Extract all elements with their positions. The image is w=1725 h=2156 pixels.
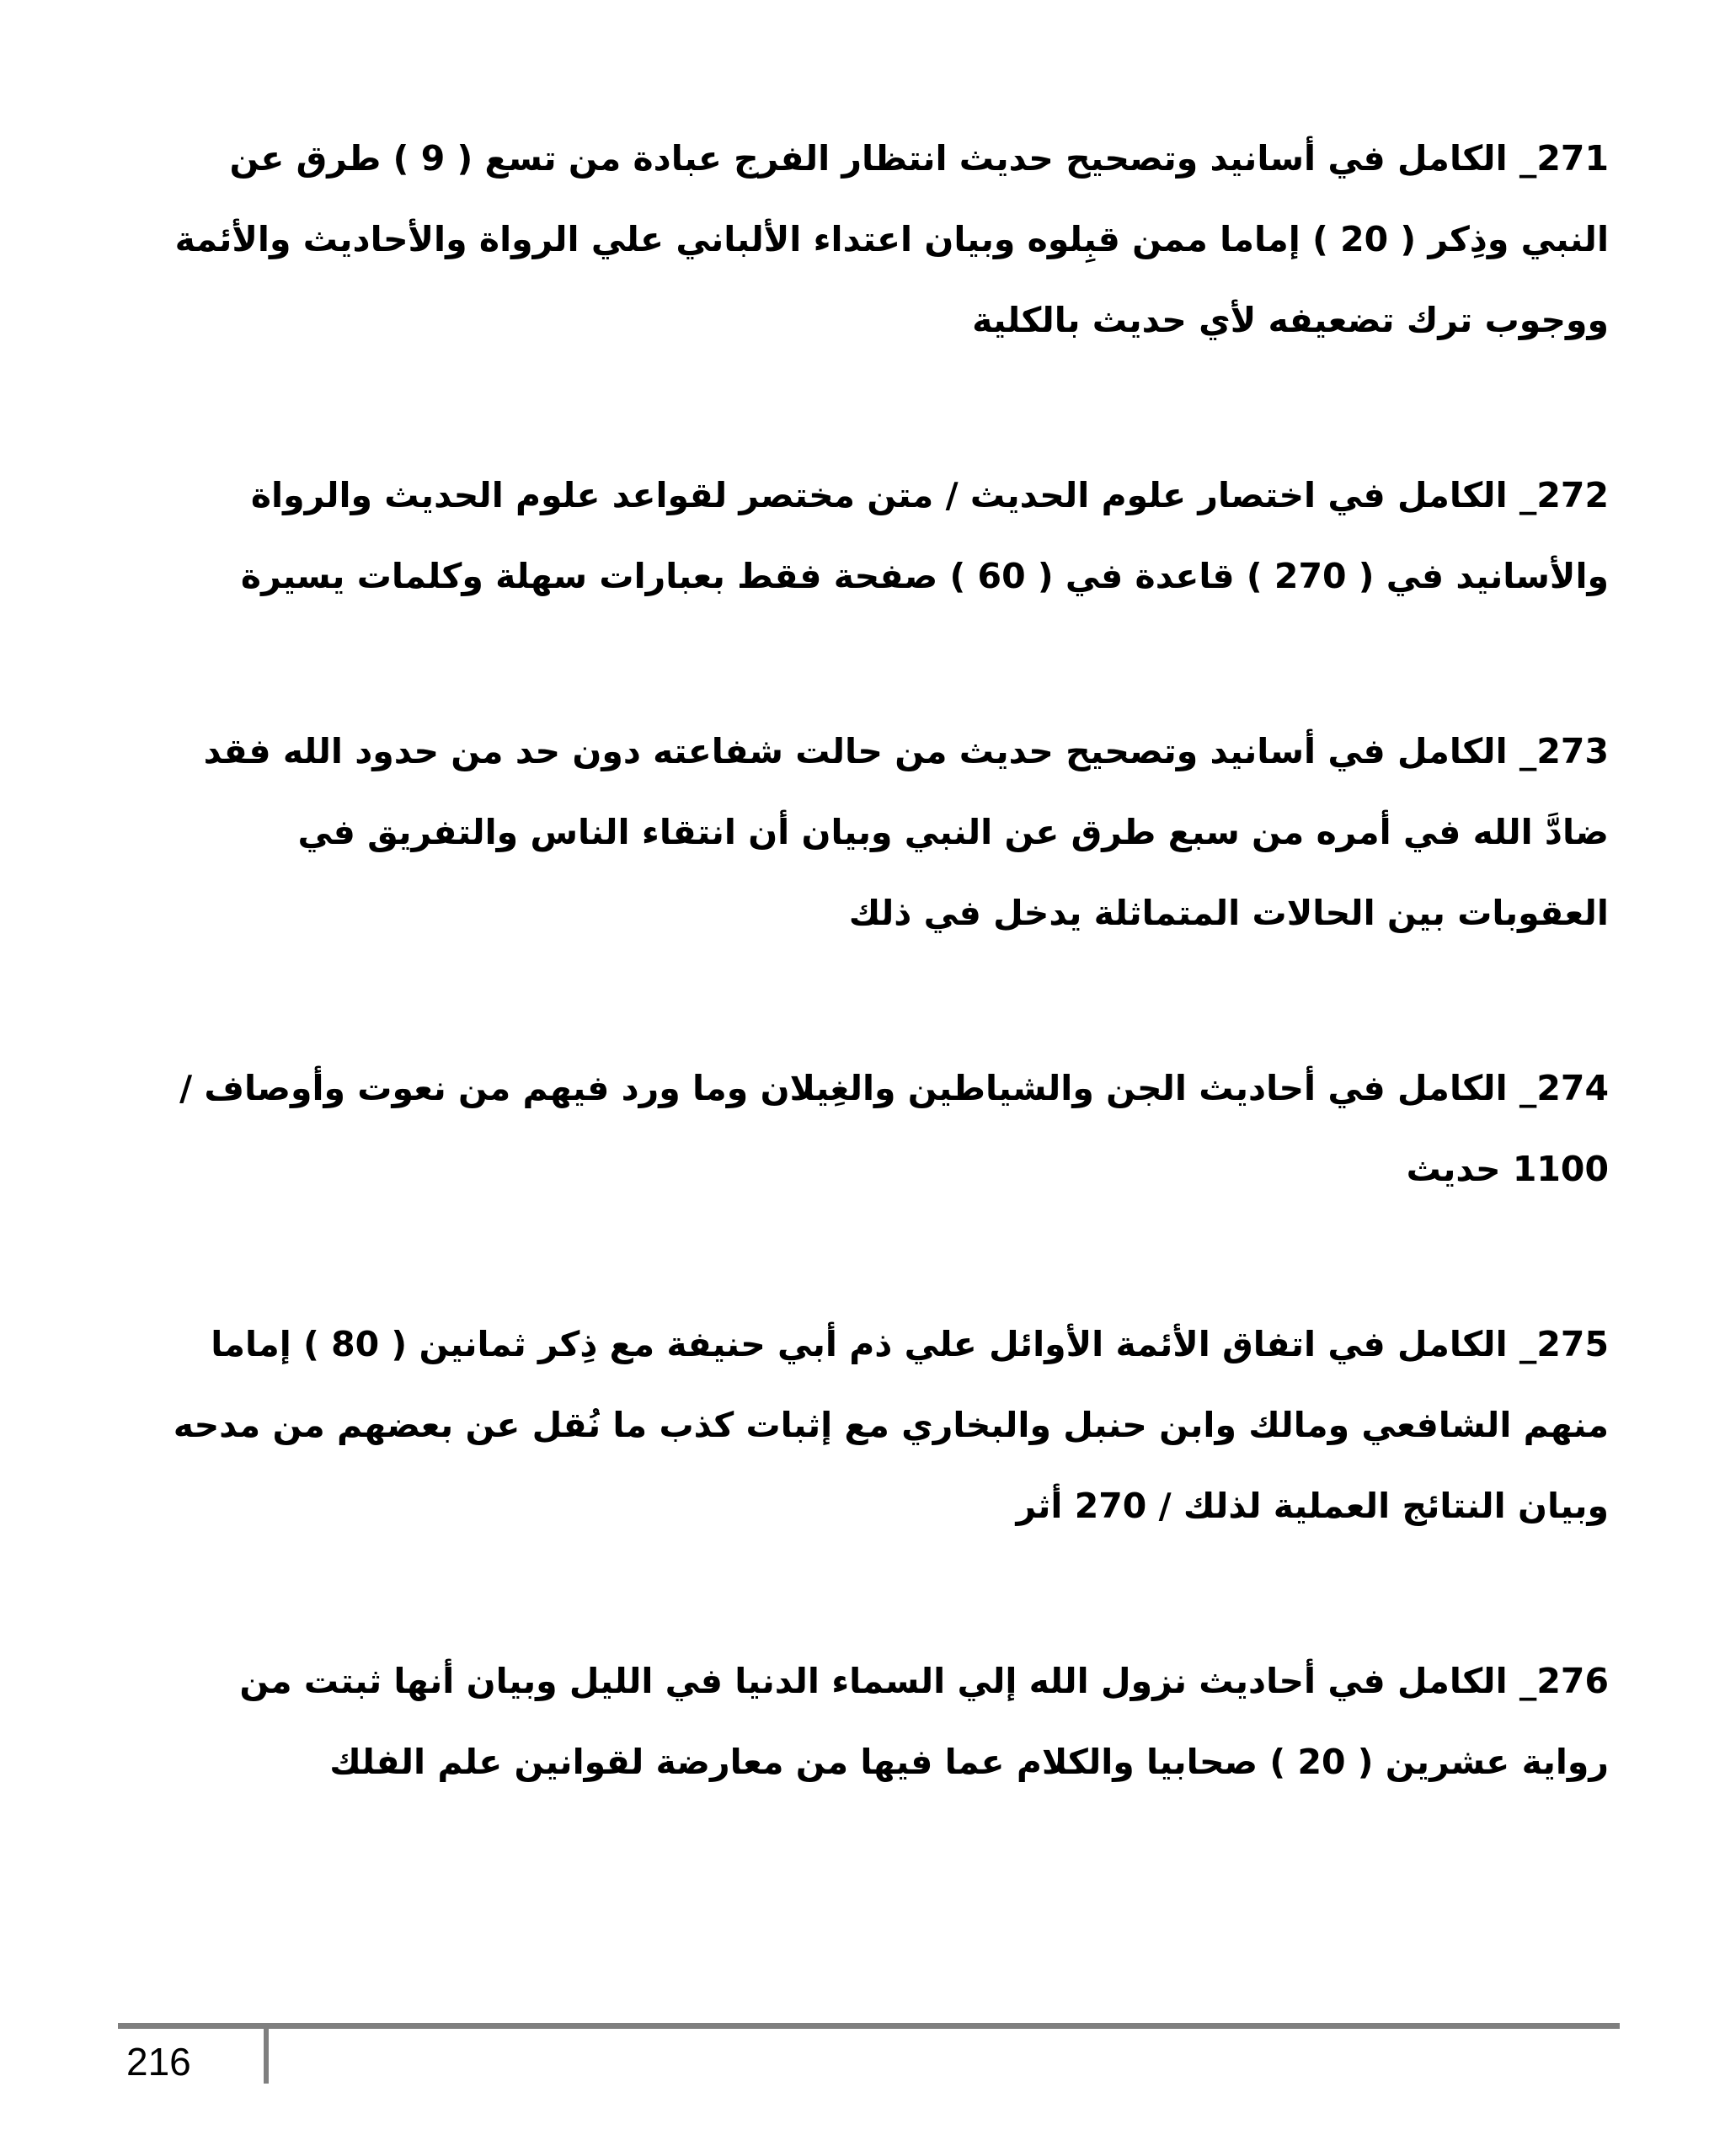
page-number: 216 [126,2040,191,2084]
entry-276: 276_ الكامل في أحاديث نزول الله إلي السماء الدنيا في الليل وبيان أنها ثبتت من رواية عشرين ( 20 ) صحابيا والكلام عما فيها من معارضة لقوانين علم الفلك [239,1661,1609,1782]
entry-272: 272_ الكامل في اختصار علوم الحديث / متن مختصر لقواعد علوم الحديث والرواة والأسانيد في ( 270 ) قاعدة في ( 60 ) صفحة فقط بعبارات سهلة وكلمات يسيرة [240,475,1609,596]
entry-275: 275_ الكامل في اتفاق الأئمة الأوائل علي ذم أبي حنيفة مع ذِكر ثمانين ( 80 ) إماما منهم الشافعي ومالك وابن حنبل والبخاري مع إثبات كذب ما نُقل عن بعضهم من مدحه وبيان النتائج العملية لذلك / 270 أثر [173,1324,1609,1526]
entry-274: 274_ الكامل في أحاديث الجن والشياطين والغِيلان وما ورد فيهم من نعوت وأوصاف / 1100 حديث [179,1068,1609,1189]
footer-rule [118,2023,1620,2029]
entry-271: 271_ الكامل في أسانيد وتصحيح حديث انتظار الفرج عبادة من تسع ( 9 ) طرق عن النبي وذِكر ( 20 ) إماما ممن قبِلوه وبيان اعتداء الألباني علي الرواة والأحاديث والأئمة ووجوب ترك تضعيفه لأي حديث بالكلية [174,138,1609,340]
entry-list [143,118,1609,1897]
footer-divider [264,2029,269,2084]
entry-273: 273_ الكامل في أسانيد وتصحيح حديث من حالت شفاعته دون حد من حدود الله فقد ضادَّ الله في أمره من سبع طرق عن النبي وبيان أن انتقاء الناس والتفريق في العقوبات بين الحالات المتماثلة يدخل في ذلك [203,731,1609,933]
